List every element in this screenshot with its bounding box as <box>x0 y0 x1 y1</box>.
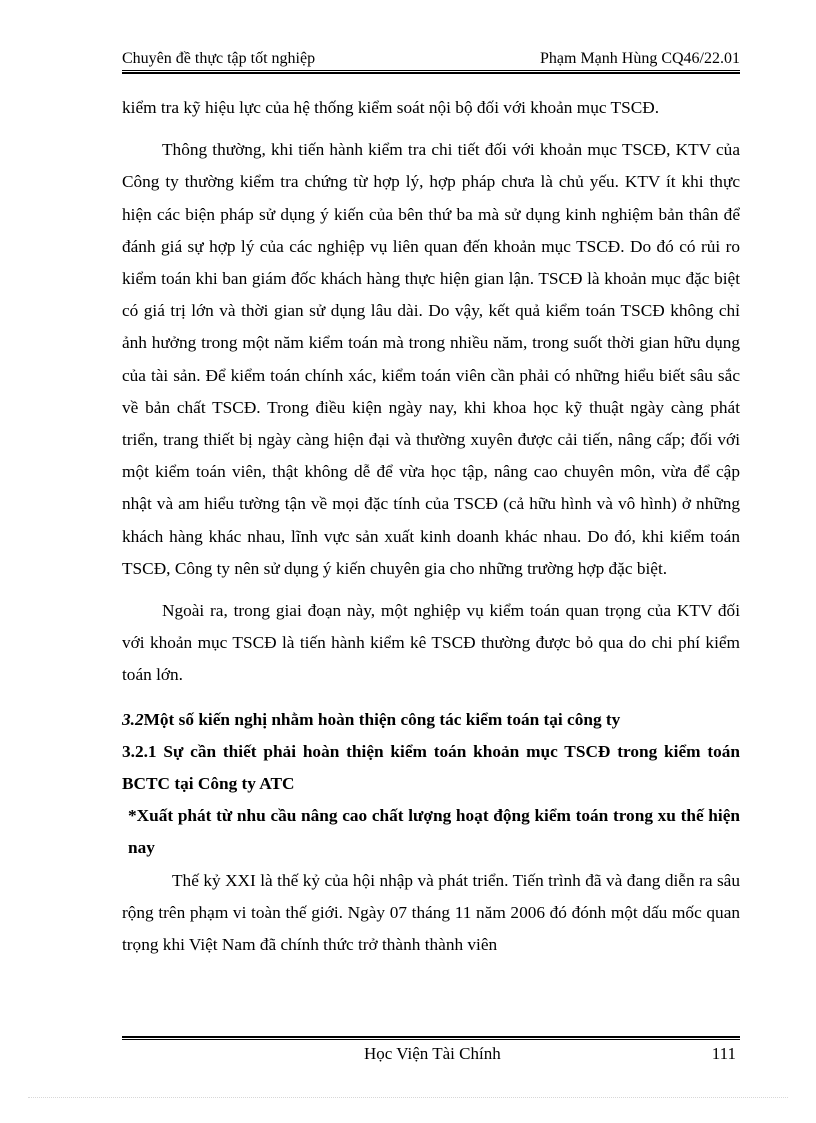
page-bottom-border <box>28 1097 788 1098</box>
paragraph-continuation: kiểm tra kỹ hiệu lực của hệ thống kiểm soát nội bộ đối với khoản mục TSCĐ. <box>122 98 660 117</box>
header-author: Phạm Mạnh Hùng CQ46/22.01 <box>540 50 740 67</box>
footer-rule <box>122 1036 740 1040</box>
paragraph: Thế kỷ XXI là thế kỷ của hội nhập và phát triển. Tiến trình đã và đang diễn ra sâu rộng trên phạm vi toàn thế giới. Ngày 07 tháng 11 năm 2006 đó đónh một dấu mốc quan trọng khi Việt Nam đã chính thức trở thành thành viên <box>122 870 740 955</box>
section-heading <box>122 704 740 736</box>
subsubsection-heading: *Xuất phát từ nhu cầu nâng cao chất lượng hoạt động kiểm toán trong xu thế hiện nay <box>128 806 740 858</box>
subsection-heading: 3.2.1 Sự cần thiết phải hoàn thiện kiểm toán khoản mục TSCĐ trong kiểm toán BCTC tại Công ty ATC <box>122 741 740 794</box>
page-number: 111 <box>711 1044 736 1063</box>
header-title: Chuyên đề thực tập tốt nghiệp <box>122 50 316 67</box>
paragraph: Thông thường, khi tiến hành kiểm tra chi tiết đối với khoản mục TSCĐ, KTV của Công ty thường kiểm tra chứng từ hợp lý, hợp pháp chưa là chủ yếu. KTV ít khi thực hiện các biện pháp sử dụng ý kiến của bên thứ ba mà sử dụng kinh nghiệm bản thân để đánh giá sự hợp lý của các nghiệp vụ liên quan đến khoản mục TSCĐ. Do đó có rủi ro kiểm toán khi ban giám đốc khách hàng thực hiện gian lận. TSCĐ là khoản mục đặc biệt có giá trị lớn và thời gian sử dụng lâu dài. Do vậy, kết quả kiểm toán TSCĐ không chỉ ảnh hưởng trong một năm kiểm toán mà trong nhiều năm, trong suốt thời gian hữu dụng của tài sản. Để kiểm toán chính xác, kiểm toán viên cần phải có những hiểu biết sâu sắc về bản chất TSCĐ. Trong điều kiện ngày nay, khi khoa học kỹ thuật ngày càng phát triển, trang thiết bị ngày càng hiện đại và thường xuyên được cải tiến, nâng cấp; đối với một kiểm toán viên, thật không dễ để vừa học tập, nâng cao chuyên môn, vừa để cập nhật và am hiểu tường tận về mọi đặc tính của TSCĐ (cả hữu hình và vô hình) ở những khách hàng khác nhau, lĩnh vực sản xuất kinh doanh khác nhau. Do đó, khi kiểm toán TSCĐ, Công ty nên sử dụng ý kiến chuyên gia cho những trường hợp đặc biệt. <box>122 140 740 578</box>
section-number: 3.2 <box>122 709 144 729</box>
footer-institution: Học Viện Tài Chính <box>364 1044 501 1063</box>
paragraph: Ngoài ra, trong giai đoạn này, một nghiệp vụ kiểm toán quan trọng của KTV đối với khoản mục TSCĐ là tiến hành kiểm kê TSCĐ thường được bỏ qua do chi phí kiểm toán lớn. <box>122 601 740 685</box>
header-rule <box>122 70 740 74</box>
section-heading-text: Một số kiến nghị nhằm hoàn thiện công tác kiểm toán tại công ty <box>143 709 621 729</box>
document-body <box>122 92 740 961</box>
